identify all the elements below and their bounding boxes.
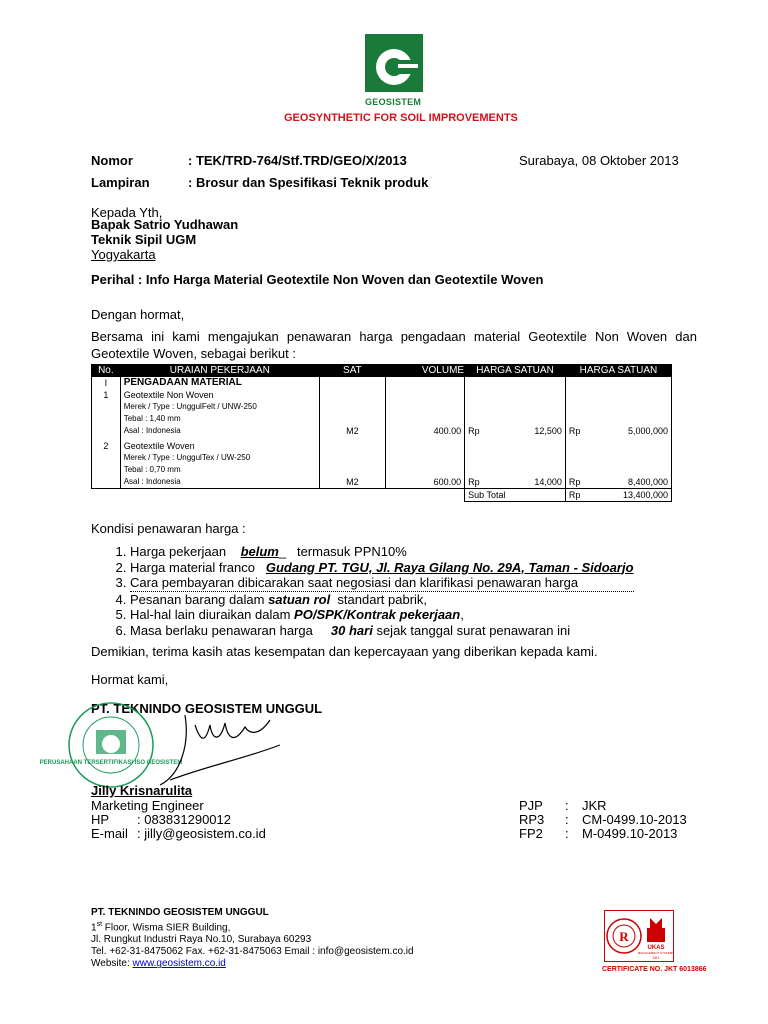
signer-title: Marketing Engineer <box>91 798 204 813</box>
email-label: E-mail <box>91 826 128 841</box>
ukas-sub: MANAGEMENT SYSTEMS <box>637 951 675 955</box>
item-tebal: Tebal : 0,70 mm <box>123 465 181 474</box>
footer-address1 <box>91 919 414 934</box>
section-no: I <box>92 377 121 390</box>
subtotal-value-cell <box>565 489 671 502</box>
cert-value: JKR <box>582 798 607 813</box>
list-item <box>130 575 634 592</box>
intro-paragraph: Bersama ini kami mengajukan penawaran harga pengadaan material Geotextile Non Woven dan Geotextile Woven, sebagai berikut : <box>91 329 697 361</box>
svg-text:R: R <box>619 929 629 944</box>
geosistem-logo <box>365 34 423 92</box>
nomor-value: : TEK/TRD-764/Stf.TRD/GEO/X/2013 <box>188 153 407 168</box>
item-name: Geotextile Woven <box>123 441 195 451</box>
lampiran-value: : Brosur dan Spesifikasi Teknik produk <box>188 175 429 190</box>
cert-colon: : <box>565 798 569 813</box>
cond-text: Harga pekerjaan <box>130 544 227 559</box>
regards-text: Hormat kami, <box>91 672 169 687</box>
item-volume: 600.00 <box>385 437 464 489</box>
list-item <box>130 623 634 639</box>
col-uraian: URAIAN PEKERJAAN <box>120 365 319 377</box>
cond-emphasis: 30 hari <box>330 622 373 638</box>
recipient-greeting: Kepada Yth, <box>91 205 163 220</box>
item-no: 2 <box>92 437 121 489</box>
cond-text: Pesanan barang dalam <box>130 591 265 607</box>
brand-name: GEOSISTEM <box>365 97 422 107</box>
signature <box>150 705 290 790</box>
item-description <box>120 437 319 489</box>
item-sat: M2 <box>319 437 385 489</box>
signer-name: Jilly Krisnarulita <box>91 783 193 798</box>
floor-num: 1 <box>91 922 97 934</box>
item-sat: M2 <box>319 389 385 437</box>
cond-emphasis: satuan rol <box>268 591 331 607</box>
total-value: 8,400,000 <box>627 477 668 487</box>
item-total-price <box>565 389 671 437</box>
website-link[interactable]: www.geosistem.co.id <box>132 958 226 970</box>
ukas-num: 001 <box>652 955 660 960</box>
item-asal: Asal : Indonesia <box>123 477 181 486</box>
ukas-text: UKAS <box>647 945 665 951</box>
list-item: 1. Harga pekerjaan belum_ termasuk PPN10% <box>130 544 634 560</box>
salutation: Dengan hormat, <box>91 307 185 322</box>
recipient-city: Yogyakarta <box>91 247 156 262</box>
conditions-title: Kondisi penawaran harga : <box>91 521 246 536</box>
subtotal-value: 13,400,000 <box>622 490 668 500</box>
footer-address2: Jl. Rungkut Industri Raya No.10, Surabaya 60293 <box>91 934 312 946</box>
cert-value: M-0499.10-2013 <box>582 826 678 841</box>
closing-text: Demikian, terima kasih atas kesempatan dan kepercayaan yang diberikan kepada kami. <box>91 644 598 659</box>
cert-label: RP3 <box>519 812 545 827</box>
list-item <box>130 592 634 608</box>
hp-value: : 083831290012 <box>137 812 231 827</box>
price-value: 14,000 <box>534 477 562 487</box>
list-item <box>130 560 634 576</box>
table-row <box>92 377 672 390</box>
item-merek: Merek / Type : UnggulTex / UW-250 <box>123 453 251 462</box>
footer <box>91 907 414 970</box>
currency: Rp <box>568 477 581 487</box>
currency: Rp <box>568 490 581 500</box>
cert-colon: : <box>565 812 569 827</box>
cond-text: Masa berlaku penawaran harga <box>130 622 313 638</box>
certification-badges <box>604 910 674 962</box>
item-description <box>120 389 319 437</box>
col-no: No. <box>92 365 121 377</box>
item-total-price <box>565 437 671 489</box>
col-harga-total: HARGA SATUAN <box>565 365 671 377</box>
cond-text: sejak tanggal surat penawaran ini <box>376 622 571 638</box>
cert-value: CM-0499.10-2013 <box>582 812 687 827</box>
item-volume: 400.00 <box>385 389 464 437</box>
floor-sup: st <box>96 921 103 928</box>
item-asal: Asal : Indonesia <box>123 426 181 435</box>
cert-label: FP2 <box>519 826 543 841</box>
cond-text: Harga material franco <box>130 559 255 575</box>
cert-label: PJP <box>519 798 543 813</box>
subtotal-label: Sub Total <box>465 489 566 502</box>
email-value: : jilly@geosistem.co.id <box>137 826 266 841</box>
footer-website-line <box>91 958 414 970</box>
subject-line: Perihal : Info Harga Material Geotextile Non Woven dan Geotextile Woven <box>91 272 544 287</box>
list-item <box>130 607 634 623</box>
cond-text: Cara pembayaran dibicarakan saat negosiasi dan klarifikasi penawaran harga <box>130 575 579 590</box>
item-unit-price <box>465 389 566 437</box>
col-sat: SAT <box>319 365 385 377</box>
cond-text: , <box>460 607 464 622</box>
cond-text: termasuk PPN10% <box>296 544 407 559</box>
offer-table <box>91 364 672 502</box>
letter-date: Surabaya, 08 Oktober 2013 <box>519 153 679 168</box>
table-header-row <box>92 365 672 377</box>
company-name: PT. TEKNINDO GEOSISTEM UNGGUL <box>91 701 323 716</box>
item-merek: Merek / Type : UnggulFelt / UNW-250 <box>123 402 257 411</box>
price-value: 12,500 <box>534 426 562 436</box>
cond-emphasis: belum <box>240 544 279 559</box>
table-row <box>92 437 672 489</box>
lampiran-label: Lampiran <box>91 175 150 190</box>
item-name: Geotextile Non Woven <box>123 390 214 400</box>
total-value: 5,000,000 <box>627 426 668 436</box>
cond-emphasis: PO/SPK/Kontrak pekerjaan <box>294 607 461 622</box>
certificate-number: CERTIFICATE NO. JKT 6013866 <box>602 966 707 973</box>
conditions-list <box>105 544 634 638</box>
footer-company: PT. TEKNINDO GEOSISTEM UNGGUL <box>91 907 269 918</box>
footer-contact: Tel. +62-31-8475062 Fax. +62-31-8475063 Email : info@geosistem.co.id <box>91 946 414 958</box>
col-volume: VOLUME <box>385 365 464 377</box>
subtotal-row <box>92 489 672 502</box>
nomor-label: Nomor <box>91 153 133 168</box>
cond-emphasis: Gudang PT. TGU, Jl. Raya Gilang No. 29A, Taman - Sidoarjo <box>265 559 634 575</box>
address-text: Floor, Wisma SIER Building, <box>102 922 231 934</box>
recipient-org: Teknik Sipil UGM <box>91 232 197 247</box>
company-stamp <box>39 700 183 790</box>
stamp-text: PERUSAHAAN TERSERTIFIKASI ISO GEOSISTEM <box>39 760 183 766</box>
col-harga-satuan: HARGA SATUAN <box>465 365 566 377</box>
cond-text: Hal-hal lain diuraikan dalam <box>130 607 291 622</box>
hp-label: HP <box>91 812 110 827</box>
brand-tagline: GEOSYNTHETIC FOR SOIL IMPROVEMENTS <box>284 112 518 124</box>
website-label: Website: <box>91 958 133 970</box>
section-title: PENGADAAN MATERIAL <box>120 377 319 390</box>
recipient-name: Bapak Satrio Yudhawan <box>91 217 239 232</box>
currency: Rp <box>468 477 480 487</box>
item-no: 1 <box>92 389 121 437</box>
table-row <box>92 389 672 437</box>
currency: Rp <box>568 426 581 436</box>
item-unit-price <box>465 437 566 489</box>
cond-text: standart pabrik, <box>337 591 428 607</box>
item-tebal: Tebal : 1,40 mm <box>123 414 181 423</box>
currency: Rp <box>468 426 480 436</box>
cert-colon: : <box>565 826 569 841</box>
